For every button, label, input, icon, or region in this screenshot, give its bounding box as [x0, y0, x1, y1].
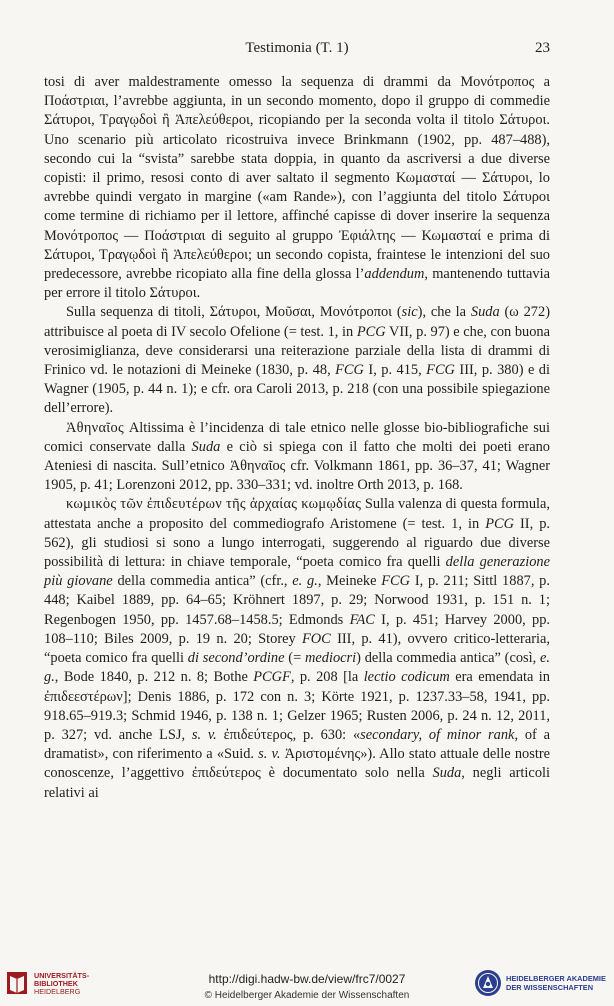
italic-text: PCGF	[253, 669, 291, 686]
italic-text: lectio codicum	[363, 669, 450, 686]
body-paragraph	[44, 303, 550, 418]
italic-text: Suda	[191, 438, 221, 455]
running-title: Testimonia (T. 1)	[245, 40, 349, 56]
italic-text: PCG	[356, 323, 386, 340]
italic-text: e. g.	[292, 573, 318, 590]
text-run: , mantenendo tuttavia per errore il titolo Σάτυροι.	[44, 266, 550, 302]
text-run: , Meineke	[317, 573, 382, 590]
page-number: 23	[535, 40, 550, 56]
italic-text: PCG	[485, 515, 514, 532]
text-run: III, p. 41), ovvero critico-letteraria, “poeta comico fra quelli	[44, 630, 550, 667]
italic-text: s. v.	[258, 746, 281, 763]
library-name-line1: UNIVERSITÄTS-	[34, 971, 90, 980]
running-head	[44, 40, 550, 62]
library-name-line2: BIBLIOTHEK	[34, 979, 78, 988]
text-run: Ἀριστομένης»). Allo stato attuale delle nostre conoscenze, l’aggettivo ἐπιδεύτερος è documentato solo nella	[44, 746, 550, 782]
text-run: VII, p. 97) e che, con buona verosimiglianza, deve considerarsi una reiterazione parziale della lista di drammi di Frinico vd. le notazioni di Meineke (1830, p. 48,	[44, 323, 551, 379]
italic-text: addendum	[364, 266, 425, 283]
italic-text: di second’ordine	[187, 650, 285, 667]
italic-text: Suda	[432, 765, 462, 782]
italic-text: FCG	[381, 573, 411, 590]
text-run: ) della commedia antica” (così,	[356, 650, 540, 667]
academy-name-line2: DER WISSENSCHAFTEN	[506, 983, 594, 992]
body-paragraph	[44, 73, 550, 303]
text-run: era emendata in ἐπιδεεστέρων]; Denis 1886, p. 172 con n. 3; Körte 1921, p. 1237.33–58, 1941, pp. 918.65–919.3; Schmid 1946, p. 138 n. 1; Gelzer 1965; Rusten 2006, p. 24 n. 12, 2011, p. 327; vd. anche LSJ,	[44, 669, 550, 743]
footer	[0, 964, 614, 1006]
text-run: , p. 208 [la	[290, 669, 364, 686]
italic-text: mediocri	[304, 650, 357, 667]
italic-text: Suda	[470, 304, 500, 321]
text-run: Sulla valenza di questa formula, attestata anche a proposito del commediografo Aristomene (= test. 1, in	[44, 496, 550, 532]
text-run: III, p. 380) e di Wagner (1905, p. 44 n. 1); e cfr. ora Caroli 2013, p. 218 (con una possibile spiegazione dell’errore).	[44, 362, 550, 417]
lemma-paragraph	[44, 495, 550, 802]
text-run: tosi di aver maldestramente omesso la sequenza di drammi da Μονότροπος a Ποάστριαι, l’avrebbe aggiunta, in un secondo momento, dopo il gruppo di commedie Σάτυροι, Τραγῳδοὶ ἢ Ἀπελεύθεροι, ricopiando per la seconda volta il titolo Σάτυροι. Uno scenario più articolato ricostruiva invece Brinkmann (1902, pp. 487–488), secondo cui la “svista” sarebbe stata doppia, in quanto da ascriversi a due diverse copisti: il primo, resosi conto di aver saltato il segmento Κωμασταί — Σάτυροι, lo avrebbe quindi vergato in margine («am Rande»), con l’aggiunta del titolo Σάτυροι come termine di richiamo per il lettore, affinché capisse di dover inserire la sequenza Μονότροπος — Ποάστριαι di seguito al gruppo Ἐφιάλτης — Κωμασταί e prima di Σάτυροι, Τραγῳδοὶ ἢ Ἀπελεύθεροι; un secondo copista, fraintese le intenzioni del suo predecessore, avrebbe ricopiato alla fine della glossa l’	[44, 74, 550, 283]
lemma-heading: Ἀθηναῖος	[66, 419, 124, 436]
italic-text: FOC	[302, 630, 331, 647]
text-run: Altissima è l’incidenza di tale etnico nelle glosse bio-bibliografiche sui comici conservate dalla	[44, 419, 550, 455]
text-run: (=	[284, 650, 305, 667]
text-run: ἐπιδεύτερος, p. 630: «	[216, 726, 361, 743]
italic-text: sic	[401, 304, 418, 321]
body-text	[44, 73, 550, 803]
text-run: e ciò si spiega con il fatto che molti dei poeti erano Ateniesi di nascita. Sull’etnico Ἀθηναῖος cfr. Volkmann 1861, pp. 36–37, 41; Wagner 1905, p. 41; Lorenzoni 2012, pp. 330–331; vd. inoltre Orth 2013, p. 168.	[44, 438, 550, 494]
academy-name-line1: HEIDELBERGER AKADEMIE	[506, 974, 606, 983]
italic-text: secondary, of minor rank	[360, 726, 515, 743]
italic-text: FAC	[349, 611, 375, 628]
footer-url-link[interactable]: http://digi.hadw-bw.de/view/frc7/0027	[208, 972, 406, 986]
text-run: I, p. 211; Sittl 1887, p. 448; Kaibel 1889, pp. 64–65; Kröhnert 1897, p. 29; Norwood 1931, p. 151 n. 1; Regenbogen 1950, pp. 1457.68–1458.5; Edmonds	[44, 573, 550, 628]
text-run: II, p. 562), gli studiosi si sono a lungo interrogati, suggerendo al riguardo due diverse possibilità di lettura: in chiave temporale, “poeta comico fra quelli	[44, 515, 550, 571]
italic-text: e. g.	[44, 650, 550, 686]
text-run: , Bode 1840, p. 212 n. 8; Bothe	[54, 669, 254, 686]
text-run: , of a dramatist», con riferimento a «Suid.	[44, 726, 550, 763]
academy-logo[interactable]	[474, 968, 612, 1000]
text-run: I, p. 415,	[363, 362, 427, 379]
library-name-line3: HEIDELBERG	[34, 987, 81, 996]
academy-emblem-icon	[474, 968, 502, 998]
italic-text: della generazione più giovane	[44, 554, 550, 590]
italic-text: FCG	[335, 362, 364, 379]
lemma-heading: κωμικὸς τῶν ἐπιδευτέρων τῆς ἀρχαίας κωμῳδίας	[66, 496, 362, 513]
text-run: I, p. 451; Harvey 2000, pp. 108–110; Biles 2009, p. 19 n. 20; Storey	[44, 611, 550, 647]
italic-text: FCG	[426, 362, 455, 379]
text-run: (ω 272) attribuisce al poeta di IV secolo Ofelione (= test. 1, in	[44, 304, 550, 340]
text-run: , negli articoli relativi ai	[44, 765, 551, 801]
lemma-paragraph	[44, 419, 550, 496]
italic-text: s. v.	[191, 726, 217, 743]
text-run: della commedia antica” (cfr.,	[112, 573, 293, 590]
text-run: Sulla sequenza di titoli, Σάτυροι, Μοῦσαι, Μονότροποι (	[66, 304, 402, 321]
footer-copyright: © Heidelberger Akademie der Wissenschaften	[204, 990, 410, 1001]
text-run: ), che la	[417, 304, 471, 321]
